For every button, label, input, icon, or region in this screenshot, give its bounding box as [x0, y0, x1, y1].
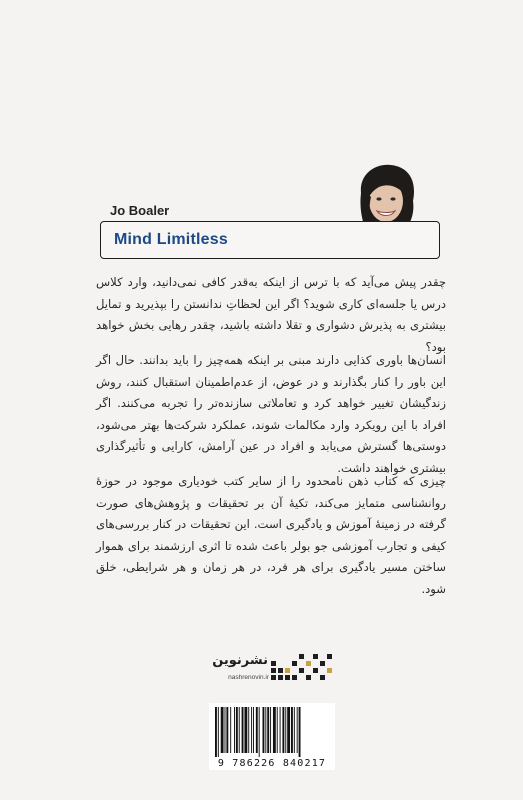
barcode-bar: [215, 707, 217, 757]
isbn-digits: 9 786226 840217: [217, 758, 327, 769]
barcode-bar: [236, 707, 238, 753]
isbn-barcode: [209, 703, 335, 770]
barcode-bar: [265, 707, 266, 753]
pixel-grid-book-icon: [269, 651, 335, 687]
barcode-bar: [273, 707, 276, 753]
barcode-bar: [297, 707, 298, 753]
barcode-bar: [282, 707, 284, 753]
barcode-bar: [226, 707, 228, 753]
barcode-bar: [221, 707, 224, 753]
barcode-bar: [267, 707, 269, 753]
barcode-bar: [299, 707, 301, 757]
barcode-bar: [280, 707, 281, 753]
book-title: Mind Limitless: [114, 231, 228, 248]
publisher-name: نشرنوین: [212, 653, 268, 668]
barcode-bar: [225, 707, 226, 753]
barcode-bar: [244, 707, 247, 753]
barcode-bar: [251, 707, 252, 753]
barcode-bar: [287, 707, 290, 753]
barcode-bar: [291, 707, 293, 753]
publisher-url: nashrenovin.ir: [228, 674, 269, 681]
barcode-bar: [242, 707, 244, 753]
barcode-bar: [230, 707, 231, 753]
barcode-bar: [277, 707, 278, 753]
barcode-bar: [259, 707, 260, 757]
barcode-bar: [218, 707, 219, 757]
barcode-bar: [270, 707, 271, 753]
barcode-bar: [294, 707, 295, 753]
barcode-bar: [234, 707, 235, 753]
author-name: Jo Boaler: [110, 203, 170, 218]
paragraph-research: چیزی که کتاب ذهن نامحدود را از سایر کتب خودیاری موجود در حوزهٔ روانشناسی متمایز می‌کند، تکیهٔ آن بر تحقیقات و پژوهش‌های صورت گرفته در زمینهٔ آموزش و یادگیری است. این تحقیقات در کنار بررسی‌های کیفی و تجارب آموزشی جو بولر باعث شده تا اثری ارزشمند برای هموار ساختن مسیر یادگیری برای هر فرد، در هر زمان و هر شرایطی، خلق شود.: [96, 474, 446, 596]
barcode-bar: [285, 707, 286, 753]
barcode-bar: [248, 707, 249, 753]
barcode-bar: [256, 707, 258, 753]
barcode-bar: [239, 707, 240, 753]
barcode-bar: [253, 707, 254, 753]
paragraph-beliefs: انسان‌ها باوری کذایی دارند مبنی بر اینکه همه‌چیز را باید بدانند. حال اگر این باور را کنار بگذارند و در عوض، از عدم‌اطمینان استقبال کنند، روش زندگیشان تغییر خواهد کرد و تعاملاتی سازنده‌تر را تجربه می‌کنند. اگر افراد با این رویکرد وارد مکالمات شوند، عملکرد شرکت‌ها بهتر می‌شود، دوستی‌ها گسترش می‌یابد و افراد در عین آرامش، کارایی و تأثیرگذاری بیشتری خواهند داشت.: [96, 353, 446, 475]
barcode-bar: [263, 707, 265, 753]
barcode-bars: [213, 707, 331, 757]
paragraph-intro: چقدر پیش می‌آید که با ترس از اینکه به‌قدر کافی نمی‌دانید، وارد کلاس درس یا جلسه‌ای کاری شوید؟ اگر این لحظاتِ ندانستن را بپذیرید و تمایل بیشتری به پذیرش دشواری و تقلا داشته باشید، چقدر رهایی بخش خواهد بود؟: [96, 275, 446, 354]
title-box: [100, 221, 440, 259]
